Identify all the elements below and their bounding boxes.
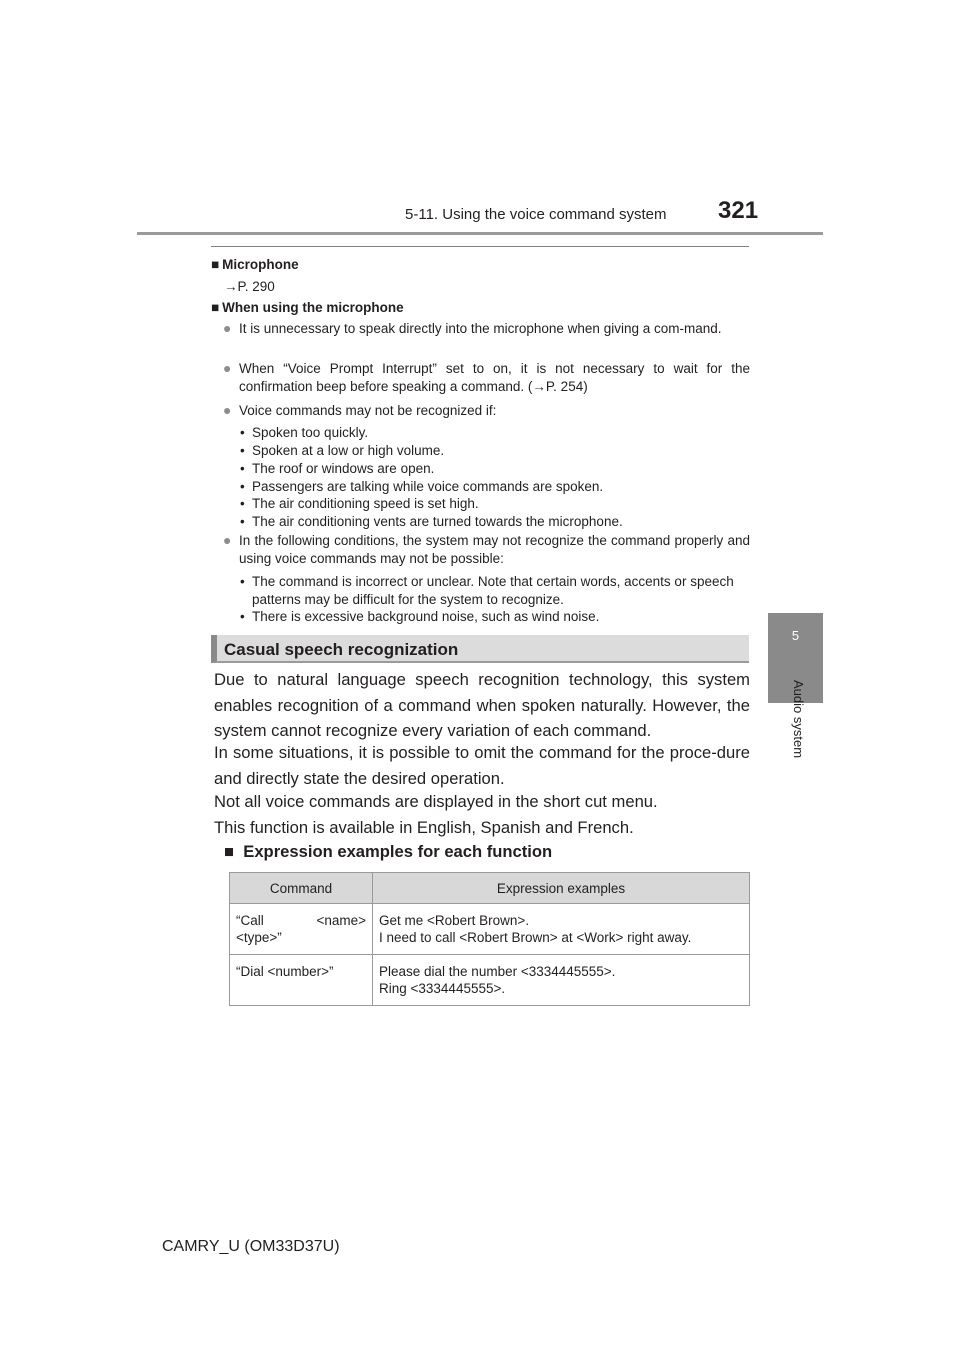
condition-item: • There is excessive background noise, such as wind noise.	[240, 609, 600, 624]
note-bullet-text: In the following conditions, the system may not recognize the command properly and using voice commands may not be possible:	[239, 533, 750, 566]
table-header-row	[230, 873, 750, 904]
reason-item: • Passengers are talking while voice commands are spoken.	[240, 479, 604, 494]
reason-item: • The air conditioning speed is set high.	[240, 496, 479, 511]
examples-cell	[373, 904, 750, 955]
bullet-dot-icon: ●	[223, 532, 232, 548]
when-using-heading-text: When using the microphone	[222, 300, 404, 315]
chapter-number: 5	[791, 628, 800, 643]
content-divider	[211, 246, 749, 247]
note-bullet-text: When “Voice Prompt Interrupt” set to on, it is not necessary to wait for the confirmation beep before speaking a command. (→P. 254)	[239, 361, 750, 394]
table-row	[230, 904, 750, 955]
header-section-title: 5-11. Using the voice command system	[405, 206, 667, 223]
square-marker-icon: ■	[224, 842, 235, 861]
note-bullet	[223, 320, 750, 338]
note-bullet	[223, 360, 750, 395]
note-bullet	[223, 532, 750, 567]
note-bullet-text: It is unnecessary to speak directly into the microphone when giving a com-mand.	[239, 321, 722, 336]
microphone-page-ref: →P. 290	[224, 279, 275, 294]
reason-item: • The air conditioning vents are turned towards the microphone.	[240, 514, 623, 529]
header-divider	[137, 232, 823, 235]
condition-item: • The command is incorrect or unclear. Note that certain words, accents or speech patterns may be difficult for the system to recognize.	[240, 574, 734, 607]
body-paragraph: Due to natural language speech recognition technology, this system enables recognition of a command when spoken naturally. However, the system cannot recognize every variation of each command.	[214, 670, 750, 740]
chapter-label: Audio system	[791, 680, 806, 759]
example-line: Get me <Robert Brown>.	[379, 913, 530, 928]
example-line: I need to call <Robert Brown> at <Work> right away.	[379, 930, 692, 945]
examples-cell	[373, 955, 750, 1006]
example-line: Please dial the number <3334445555>.	[379, 964, 616, 979]
note-bullet	[223, 402, 750, 420]
square-marker-icon: ■	[211, 300, 220, 315]
body-paragraph: Not all voice commands are displayed in the short cut menu.	[214, 792, 658, 811]
command-cell: “Dial <number>”	[230, 955, 373, 1006]
sub-heading	[224, 842, 552, 862]
body-paragraph: In some situations, it is possible to omit the command for the proce-dure and directly state the desired operation.	[214, 743, 750, 788]
microphone-heading	[211, 257, 299, 272]
bullet-dot-icon: ●	[223, 402, 232, 418]
reason-item: • The roof or windows are open.	[240, 461, 435, 476]
section-title: Casual speech recognization	[224, 640, 459, 659]
expression-table	[229, 872, 750, 1006]
sub-heading-text: Expression examples for each function	[243, 842, 553, 861]
bullet-dot-icon: ●	[223, 360, 232, 376]
footer-model-code: CAMRY_U (OM33D37U)	[162, 1238, 340, 1255]
body-paragraph: This function is available in English, Spanish and French.	[214, 818, 634, 837]
table-row	[230, 955, 750, 1006]
reason-item: • Spoken too quickly.	[240, 425, 369, 440]
square-marker-icon: ■	[211, 257, 220, 272]
microphone-heading-text: Microphone	[222, 257, 299, 272]
when-using-heading	[211, 300, 404, 315]
command-cell: “Call <name> <type>”	[230, 904, 373, 955]
page-number: 321	[718, 197, 759, 224]
table-header-cell: Command	[230, 873, 373, 904]
example-line: Ring <3334445555>.	[379, 981, 506, 996]
note-bullet-text: Voice commands may not be recognized if:	[239, 403, 497, 418]
reason-item: • Spoken at a low or high volume.	[240, 443, 445, 458]
bullet-dot-icon: ●	[223, 320, 232, 336]
table-header-cell: Expression examples	[373, 873, 750, 904]
